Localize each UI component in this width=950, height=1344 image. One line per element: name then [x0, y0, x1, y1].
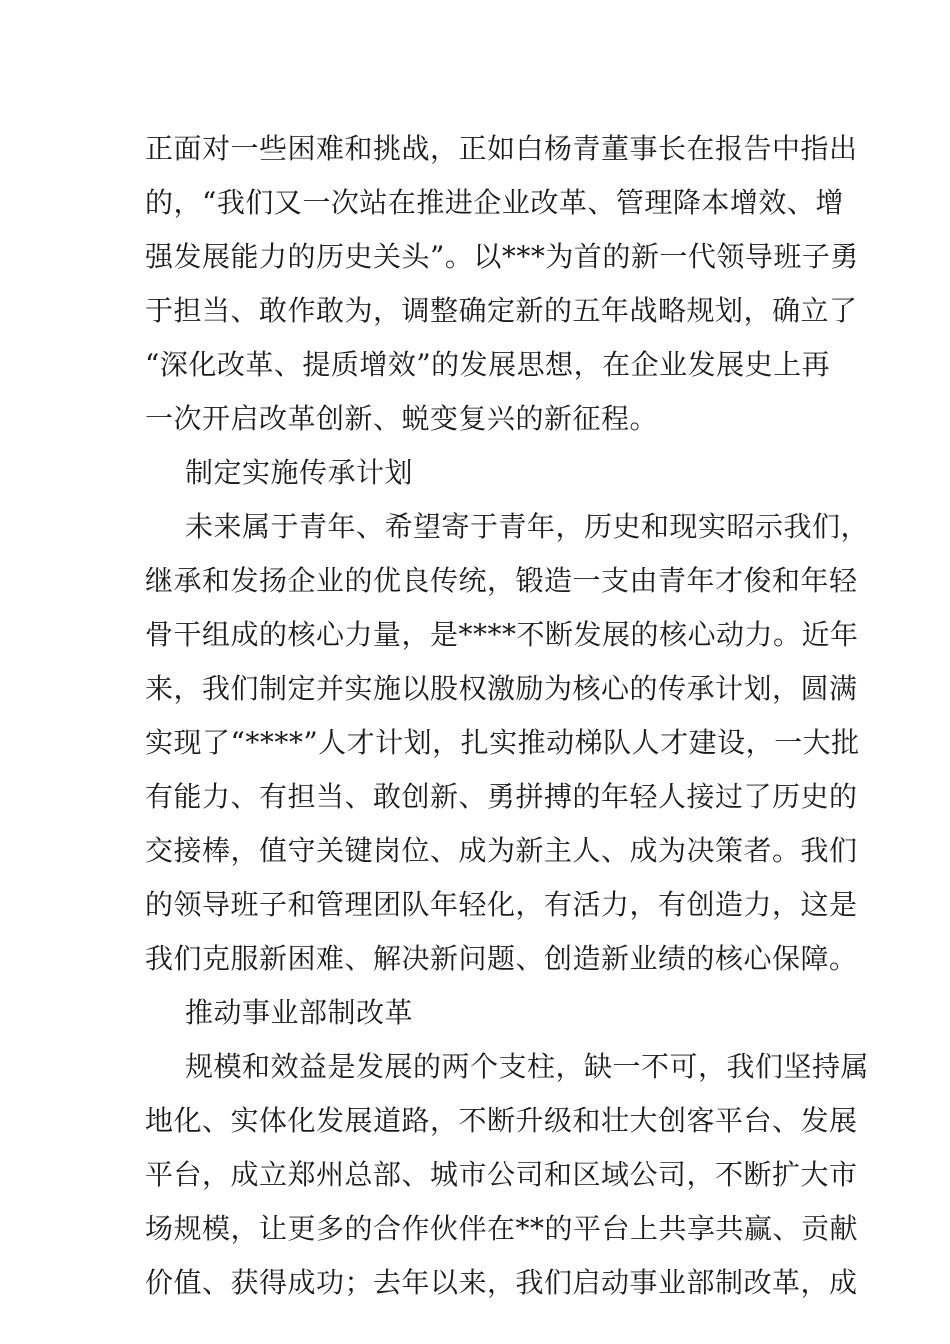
section-heading: 制定实施传承计划: [185, 456, 414, 489]
text-line: 地化、实体化发展道路，不断升级和壮大创客平台、发展: [145, 1104, 858, 1137]
text-line: 的领导班子和管理团队年轻化，有活力，有创造力，这是: [145, 888, 858, 921]
text-line: 有能力、有担当、敢创新、勇拼搏的年轻人接过了历史的: [145, 780, 858, 813]
text-line: 的，“我们又一次站在推进企业改革、管理降本增效、增: [145, 186, 844, 219]
text-line: “深化改革、提质增效”的发展思想，在企业发展史上再: [145, 348, 831, 381]
text-line: 骨干组成的核心力量，是****不断发展的核心动力。近年: [145, 618, 859, 651]
text-line: 交接棒，值守关键岗位、成为新主人、成为决策者。我们: [145, 834, 858, 867]
text-line: 强发展能力的历史关头”。以***为首的新一代领导班子勇: [145, 240, 859, 273]
section-heading: 推动事业部制改革: [185, 996, 414, 1029]
text-line: 我们克服新困难、解决新问题、创造新业绩的核心保障。: [145, 942, 858, 975]
text-line: 一次开启改革创新、蜕变复兴的新征程。: [145, 402, 659, 435]
body-text: [145, 122, 870, 1310]
text-line: 未来属于青年、希望寄于青年，历史和现实昭示我们，: [185, 510, 870, 543]
text-line: 实现了“****”人才计划，扎实推动梯队人才建设，一大批: [145, 726, 860, 759]
text-line: 价值、获得成功；去年以来，我们启动事业部制改革，成: [145, 1266, 858, 1299]
text-line: 场规模，让更多的合作伙伴在**的平台上共享共赢、贡献: [145, 1212, 859, 1245]
text-line: 继承和发扬企业的优良传统，锻造一支由青年才俊和年轻: [145, 564, 858, 597]
text-line: 平台，成立郑州总部、城市公司和区域公司，不断扩大市: [145, 1158, 858, 1191]
text-line: 来，我们制定并实施以股权激励为核心的传承计划，圆满: [145, 672, 858, 705]
text-line: 于担当、敢作敢为，调整确定新的五年战略规划，确立了: [145, 294, 858, 327]
text-line: 规模和效益是发展的两个支柱，缺一不可，我们坚持属: [185, 1050, 870, 1083]
text-line: 正面对一些困难和挑战，正如白杨青董事长在报告中指出: [145, 132, 858, 165]
